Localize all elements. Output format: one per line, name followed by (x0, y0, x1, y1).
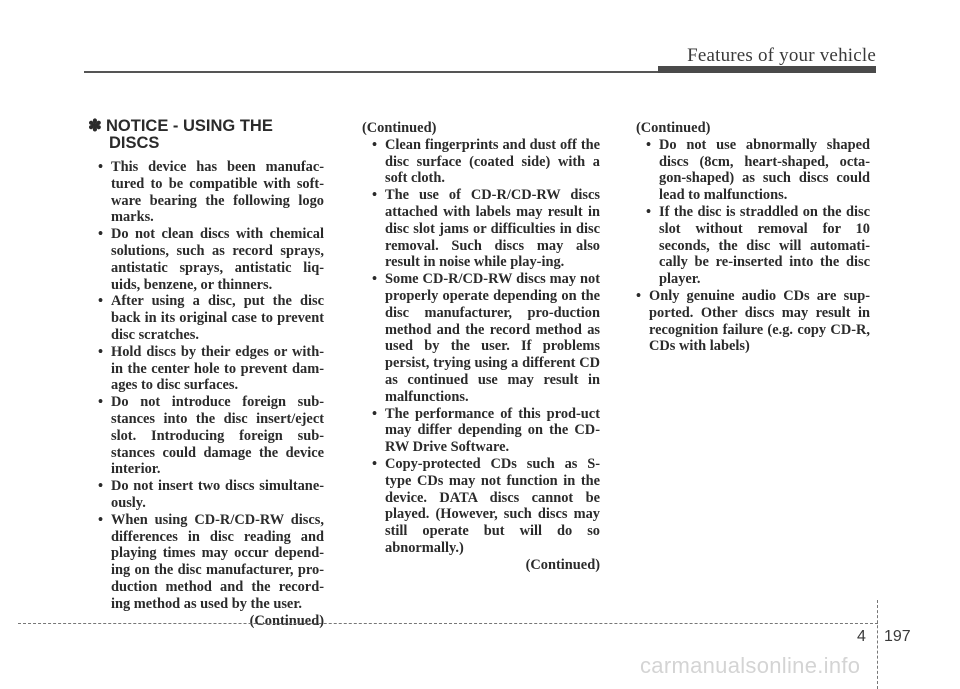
column-2 (362, 120, 600, 574)
bullet-icon: • (372, 405, 378, 422)
list-item (362, 271, 600, 405)
list-item (636, 137, 870, 204)
bullet-icon: • (98, 394, 104, 411)
list-item (88, 512, 324, 613)
notice-title (88, 118, 324, 152)
bullet-icon: • (646, 136, 652, 153)
list-item (88, 226, 324, 293)
list-item (88, 344, 324, 394)
watermark: carmanualsonline.info (640, 653, 861, 678)
bullet-icon: • (372, 187, 378, 204)
notice-title-line1: NOTICE - USING THE (106, 117, 273, 135)
bullet-icon: • (372, 455, 378, 472)
header-bar (658, 66, 876, 73)
list-item (88, 394, 324, 478)
column-3 (636, 120, 870, 355)
column-1 (88, 118, 324, 629)
list-item-text: Copy-protected CDs such as S-type CDs may not function in the device. DATA discs cannot be played. (However, such discs may still operate but will do so abnormally.) (385, 455, 600, 556)
bullet-icon: • (98, 293, 104, 310)
continued-label: (Continued) (636, 120, 711, 136)
list-item (362, 456, 600, 557)
list-item-text: The performance of this prod-uct may differ depending on the CD-RW Drive Software. (385, 405, 600, 456)
list-item (362, 137, 600, 187)
list-item (362, 187, 600, 271)
bullet-icon: • (372, 271, 378, 288)
continued-label: (Continued) (362, 120, 437, 136)
list-item-text: Do not use abnormally shaped discs (8cm, heart-shaped, octa-gon-shaped) as such discs could lead to malfunctions. (659, 136, 870, 204)
list-item-text: Do not introduce foreign sub-stances into the disc insert/eject slot. Introducing foreign sub-stances could damage the device interior. (111, 394, 324, 478)
list-item (636, 288, 870, 355)
star-icon: ✽ (88, 117, 102, 135)
bullet-icon: • (98, 343, 104, 360)
bullet-icon: • (98, 511, 104, 528)
footer-rule (18, 623, 878, 624)
list-item (88, 478, 324, 512)
bullet-icon: • (98, 226, 104, 243)
list-item (88, 159, 324, 226)
bullet-list (88, 159, 324, 613)
bullet-icon: • (372, 136, 378, 153)
list-item-text: Clean fingerprints and dust off the disc surface (coated side) with a soft cloth. (385, 136, 600, 187)
list-item (88, 293, 324, 343)
list-item-text: After using a disc, put the disc back in its original case to prevent disc scratches. (111, 293, 324, 343)
notice-title-line2: DISCS (109, 134, 160, 152)
list-item-text: Some CD-R/CD-RW discs may not properly operate depending on the disc manufacturer, pro-duction method and the record method as used by the user. If problems persist, trying using a different CD as continued use may result in malfunctions. (385, 271, 600, 405)
bullet-icon: • (98, 478, 104, 495)
continued-label: (Continued) (249, 612, 324, 629)
bullet-list (636, 137, 870, 355)
list-item-text: This device has been manufac-tured to be compatible with soft-ware bearing the following logo marks. (111, 159, 324, 226)
list-item-text: Do not insert two discs simultane-ously. (111, 478, 324, 511)
bullet-list (362, 137, 600, 557)
list-item-text: If the disc is straddled on the disc slot without removal for 10 seconds, the disc will automati-cally be re-inserted into the disc player. (659, 203, 870, 288)
page-number: 197 (884, 628, 911, 645)
chapter-number: 4 (857, 628, 866, 645)
continued-label: (Continued) (525, 556, 600, 573)
bullet-icon: • (646, 203, 652, 220)
list-item-text: Hold discs by their edges or with-in the center hole to prevent dam-ages to disc surfaces. (111, 343, 324, 394)
list-item (636, 204, 870, 288)
bullet-icon: • (636, 287, 642, 304)
header-rule (84, 71, 658, 73)
header-title: Features of your vehicle (687, 45, 876, 66)
list-item-text: When using CD-R/CD-RW discs, differences in disc reading and playing times may occur depend-ing on the disc manufacturer, pro-duction method and the record-ing method as used by the user. (111, 511, 324, 612)
list-item-text: Only genuine audio CDs are sup-ported. Other discs may result in recognition failure (e.g. copy CD-R, CDs with labels) (649, 287, 870, 355)
list-item (362, 406, 600, 456)
footer-divider (877, 600, 878, 689)
list-item-text: Do not clean discs with chemical solutions, such as record sprays, antistatic sprays, antistatic liq-uids, benzene, or thinners. (111, 226, 324, 293)
bullet-icon: • (98, 159, 104, 175)
list-item-text: The use of CD-R/CD-RW discs attached with labels may result in disc slot jams or difficulties in disc removal. Such discs may also result in noise while play-ing. (385, 187, 600, 271)
